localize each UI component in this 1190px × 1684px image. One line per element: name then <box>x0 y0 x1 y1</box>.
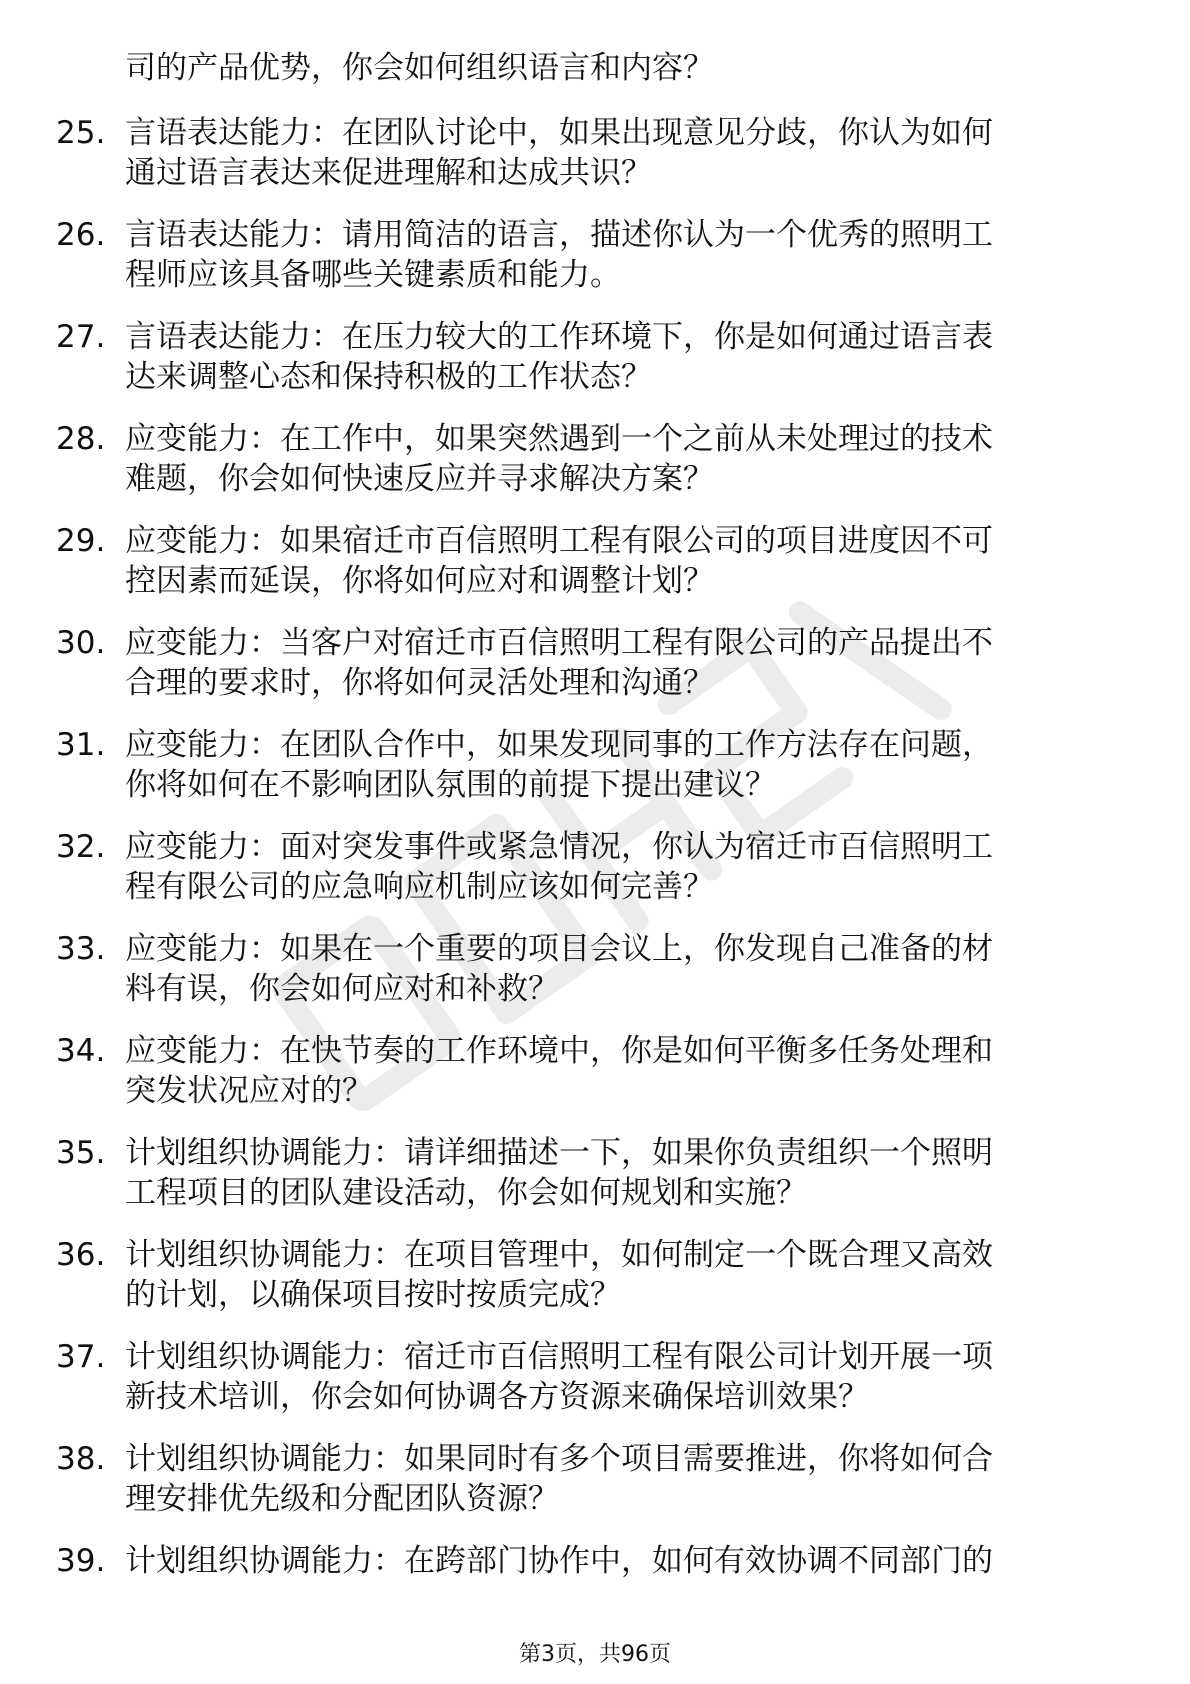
question-text-line: 应变能力：当客户对宿迁市百信照明工程有限公司的产品提出不 <box>125 625 993 661</box>
page-footer: 第3页，共96页 <box>519 1642 671 1667</box>
question-item <box>0 1230 1190 1332</box>
question-text-line: 应变能力：面对突发事件或紧急情况，你认为宿迁市百信照明工 <box>125 829 993 865</box>
question-text <box>125 215 1115 295</box>
question-item <box>0 516 1190 618</box>
question-item <box>0 312 1190 414</box>
question-list <box>0 108 1190 1638</box>
question-text-line: 合理的要求时，你将如何灵活处理和沟通？ <box>125 665 714 701</box>
question-text <box>125 929 1115 1009</box>
question-number: 25. <box>56 115 106 151</box>
question-number: 31. <box>56 727 106 763</box>
question-number: 30. <box>56 625 106 661</box>
question-item <box>0 1332 1190 1434</box>
question-number: 36. <box>56 1237 106 1273</box>
question-text-line: 突发状况应对的？ <box>125 1073 373 1109</box>
question-item <box>0 1536 1190 1638</box>
question-text-line: 应变能力：如果宿迁市百信照明工程有限公司的项目进度因不可 <box>125 523 993 559</box>
question-text-line: 应变能力：在工作中，如果突然遇到一个之前从未处理过的技术 <box>125 421 993 457</box>
question-text <box>125 419 1115 499</box>
question-number: 39. <box>56 1543 106 1579</box>
question-number: 37. <box>56 1339 106 1375</box>
question-item <box>0 1434 1190 1536</box>
question-text <box>125 113 1115 193</box>
question-text-line: 达来调整心态和保持积极的工作状态？ <box>125 359 652 395</box>
question-number: 34. <box>56 1033 106 1069</box>
question-text-line: 控因素而延误，你将如何应对和调整计划？ <box>125 563 714 599</box>
question-text <box>125 827 1115 907</box>
question-text <box>125 1031 1115 1111</box>
question-item <box>0 720 1190 822</box>
question-text-line: 计划组织协调能力：如果同时有多个项目需要推进，你将如何合 <box>125 1441 993 1477</box>
question-text-line: 计划组织协调能力：在项目管理中，如何制定一个既合理又高效 <box>125 1237 993 1273</box>
question-text-line: 应变能力：在快节奏的工作环境中，你是如何平衡多任务处理和 <box>125 1033 993 1069</box>
question-text-line: 料有误，你会如何应对和补救？ <box>125 971 559 1007</box>
question-text-line: 新技术培训，你会如何协调各方资源来确保培训效果？ <box>125 1379 869 1415</box>
question-item <box>0 924 1190 1026</box>
continuation-line: 司的产品优势，你会如何组织语言和内容？ <box>125 50 714 86</box>
question-text-line: 言语表达能力：在压力较大的工作环境下，你是如何通过语言表 <box>125 319 993 355</box>
question-number: 27. <box>56 319 106 355</box>
question-number: 38. <box>56 1441 106 1477</box>
question-text-line: 工程项目的团队建设活动，你会如何规划和实施？ <box>125 1175 807 1211</box>
question-item <box>0 822 1190 924</box>
question-number: 28. <box>56 421 106 457</box>
question-item <box>0 1026 1190 1128</box>
question-text-line: 应变能力：如果在一个重要的项目会议上，你发现自己准备的材 <box>125 931 993 967</box>
question-text <box>125 1439 1115 1519</box>
question-text-line: 通过语言表达来促进理解和达成共识？ <box>125 155 652 191</box>
question-text <box>125 521 1115 601</box>
question-text-line: 你将如何在不影响团队氛围的前提下提出建议？ <box>125 767 776 803</box>
question-text-line: 难题，你会如何快速反应并寻求解决方案？ <box>125 461 714 497</box>
question-item <box>0 210 1190 312</box>
question-number: 29. <box>56 523 106 559</box>
question-text <box>125 1337 1115 1417</box>
question-text-line: 程有限公司的应急响应机制应该如何完善？ <box>125 869 714 905</box>
question-text-line: 应变能力：在团队合作中，如果发现同事的工作方法存在问题， <box>125 727 993 763</box>
question-item <box>0 618 1190 720</box>
question-item <box>0 108 1190 210</box>
question-text <box>125 1541 1115 1581</box>
question-text-line: 理安排优先级和分配团队资源？ <box>125 1481 559 1517</box>
question-text <box>125 623 1115 703</box>
question-number: 33. <box>56 931 106 967</box>
question-number: 26. <box>56 217 106 253</box>
question-text-line: 程师应该具备哪些关键素质和能力。 <box>125 257 621 293</box>
question-item <box>0 414 1190 516</box>
question-item <box>0 1128 1190 1230</box>
question-text-line: 言语表达能力：在团队讨论中，如果出现意见分歧，你认为如何 <box>125 115 993 151</box>
question-text-line: 言语表达能力：请用简洁的语言，描述你认为一个优秀的照明工 <box>125 217 993 253</box>
question-text <box>125 317 1115 397</box>
question-text <box>125 1235 1115 1315</box>
question-text-line: 计划组织协调能力：在跨部门协作中，如何有效协调不同部门的 <box>125 1543 993 1579</box>
question-text-line: 的计划，以确保项目按时按质完成？ <box>125 1277 621 1313</box>
question-text-line: 计划组织协调能力：宿迁市百信照明工程有限公司计划开展一项 <box>125 1339 993 1375</box>
question-text-line: 计划组织协调能力：请详细描述一下，如果你负责组织一个照明 <box>125 1135 993 1171</box>
question-number: 32. <box>56 829 106 865</box>
question-text <box>125 725 1115 805</box>
question-number: 35. <box>56 1135 106 1171</box>
question-text <box>125 1133 1115 1213</box>
